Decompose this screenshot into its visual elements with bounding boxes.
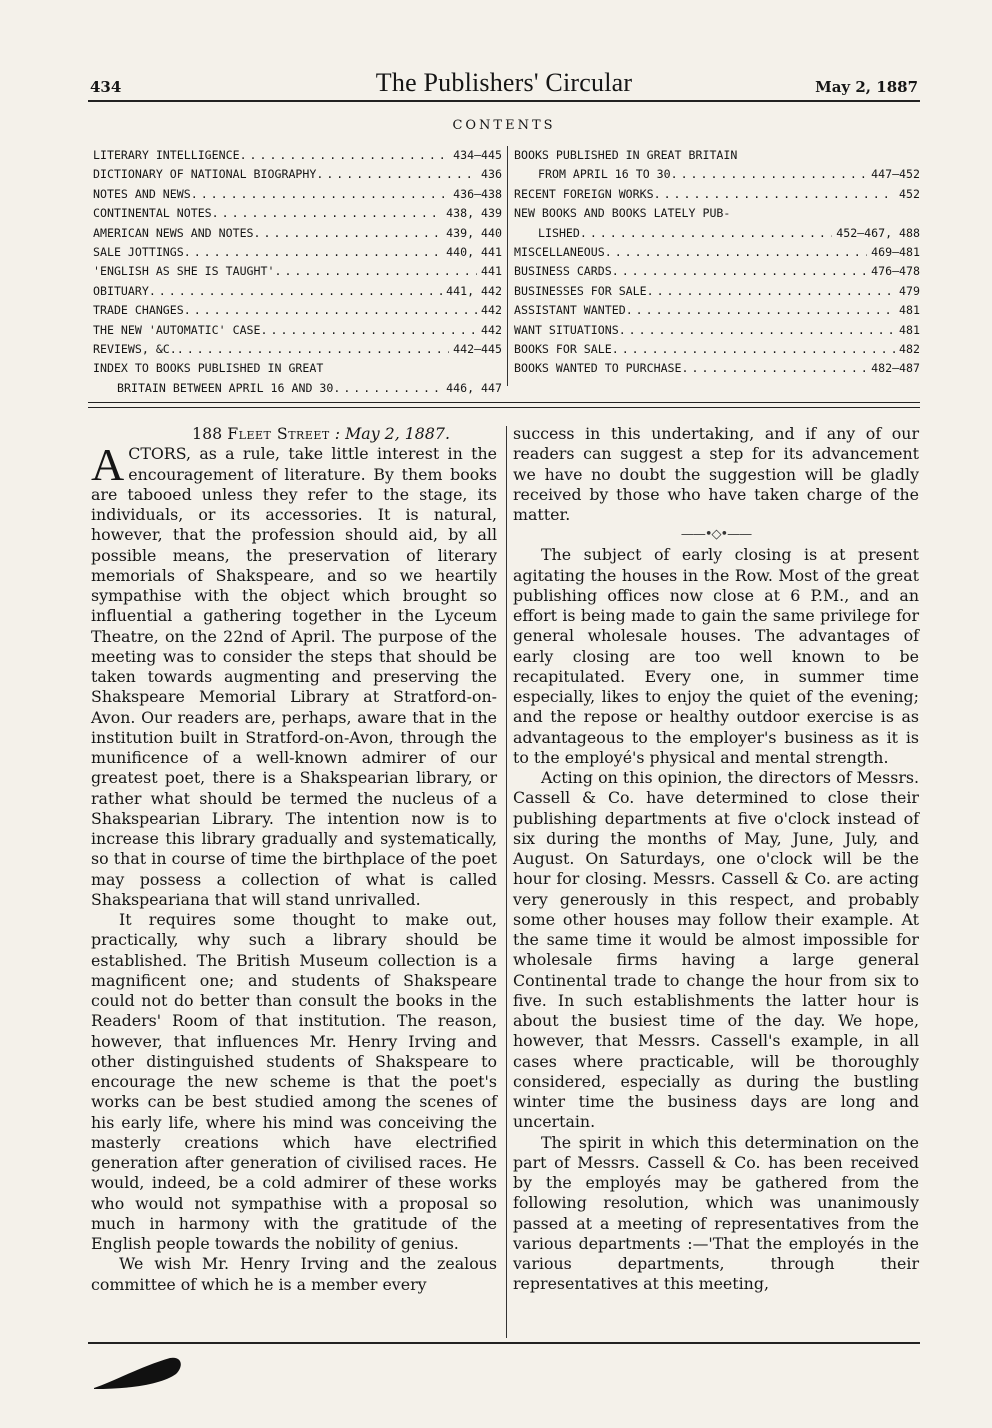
leader-dots [682,359,868,378]
dateline [91,424,497,444]
contents-divider [507,146,508,386]
article-right-column [513,424,919,1295]
contents-entry-title: BOOKS WANTED TO PURCHASE [514,361,682,376]
contents-entry-title: MISCELLANEOUS [514,245,605,260]
contents-entry-title: WANT SITUATIONS [514,322,619,337]
leader-dots [671,165,868,184]
contents-entry-title: NOTES AND NEWS [93,186,191,201]
contents-entry-pages: 442—445 [453,342,502,357]
contents-entry-pages: 436 [481,167,502,182]
contents-left-column [93,146,502,398]
leader-dots [149,282,442,301]
leader-dots [626,301,895,320]
contents-entry-title: BUSINESS CARDS [514,264,612,279]
footer-rule [88,1342,920,1344]
contents-entry-title: 'ENGLISH AS SHE IS TAUGHT' [93,264,275,279]
contents-entry-pages: 442 [481,303,502,318]
contents-entry-pages: 440, 441 [446,245,502,260]
contents-entry [514,243,920,262]
contents-entry-title: BOOKS FOR SALE [514,342,612,357]
contents-entry-title: TRADE CHANGES [93,303,184,318]
contents-heading: CONTENTS [452,118,556,133]
paragraph: We wish Mr. Henry Irving and the zealous committee of which he is a member every [91,1254,497,1294]
contents-entry [514,165,920,184]
paragraph: success in this undertaking, and if any of our readers can suggest a step for its advancement we have no doubt the suggestion will be gladly received by those who have taken charge of the matter. [513,424,919,524]
article-left-column [91,424,497,1295]
contents-entry-title: SALE JOTTINGS [93,245,184,260]
contents-entry [514,359,920,378]
contents-entry [93,243,502,262]
contents-entry-title: LISHED [538,225,580,240]
contents-entry-pages: 446, 447 [446,380,502,395]
leader-dots [333,379,442,398]
contents-entry [93,282,502,301]
leader-dots [177,340,449,359]
leader-dots [261,321,478,340]
contents-entry [93,340,502,359]
ink-blot [92,1356,184,1390]
contents-entry [93,359,502,378]
contents-entry-title: LITERARY INTELLIGENCE [93,148,240,162]
contents-entry-pages: 481 [899,322,920,337]
contents-entry-pages: 441, 442 [446,283,502,298]
contents-entry-title: ASSISTANT WANTED [514,303,626,318]
contents-entry-title: INDEX TO BOOKS PUBLISHED IN GREAT [93,361,324,376]
contents-entry [514,204,920,223]
contents-entry [93,262,502,281]
contents-entry-pages: 447—452 [871,167,920,182]
contents-entry [514,321,920,340]
leader-dots [654,185,895,204]
contents-entry-pages: 481 [899,303,920,318]
contents-entry [93,146,502,165]
leader-dots [184,243,442,262]
contents-entry-pages: 442 [481,322,502,337]
contents-entry [514,146,920,165]
contents-entry-title: OBITUARY [93,283,149,298]
paragraph: It requires some thought to make out, practically, why such a library should be established. The British Museum collection is a magnificent one; and students of Shakspeare could not do better than consult the books in the Readers' Room of that institution. The reason, however, that influences Mr. Henry Irving and other distinguished students of Shakspeare to encourage the new scheme is that the poet's works can be best studied among the scenes of his early life, where his mind was conceiving the masterly creations which have electrified generation after generation of civilised races. He would, indeed, be a cold admirer of these works who would not sympathise with a proposal so much in harmony with the gratitude of the English people towards the nobility of genius. [91,910,497,1253]
contents-entry [93,165,502,184]
leader-dots [316,165,477,184]
contents-entry-title: BOOKS PUBLISHED IN GREAT BRITAIN [514,148,738,162]
page-number: 434 [90,78,122,96]
section-separator: ——•◇•—— [680,527,752,543]
contents-entry-title: BUSINESSES FOR SALE [514,283,647,298]
contents-entry-title: NEW BOOKS AND BOOKS LATELY PUB- [514,206,731,221]
leader-dots [580,224,832,243]
leader-dots [619,321,895,340]
contents-entry-title: AMERICAN NEWS AND NOTES [93,225,254,240]
leader-dots [605,243,867,262]
contents-entry-title: FROM APRIL 16 TO 30 [538,167,671,182]
drop-cap: A [91,439,125,491]
leader-dots [647,282,895,301]
issue-date: May 2, 1887 [815,78,918,96]
contents-rule [88,402,920,408]
leader-dots [612,262,867,281]
contents-entry-pages: 452 [899,186,920,201]
contents-entry [93,321,502,340]
paragraph: The spirit in which this determination on the part of Messrs. Cassell & Co. has been received by the employés may be gathered from the following resolution, which was unanimously passed at a meeting of representatives from the various departments :—'That the employés in the various departments, through their representatives at this meeting, [513,1132,919,1294]
contents-entry-pages: 479 [899,283,920,298]
dateline-number: 188 [192,424,223,443]
header-rule [88,100,920,102]
contents-entry-title: THE NEW 'AUTOMATIC' CASE [93,322,261,337]
leader-dots [612,340,895,359]
leader-dots [212,204,442,223]
contents-entry-pages: 436—438 [453,186,502,201]
contents-entry-title: DICTIONARY OF NATIONAL BIOGRAPHY [93,167,317,182]
contents-entry-pages [498,359,502,378]
contents-entry-pages: 482—487 [871,361,920,376]
leader-dots [191,185,449,204]
leader-dots [274,262,477,281]
contents-entry [93,224,502,243]
contents-entry [514,185,920,204]
contents-entry-title: RECENT FOREIGN WORKS [514,186,654,201]
contents-entry [514,224,920,243]
contents-entry-pages: 441 [481,264,502,279]
contents-entry-pages: 476—478 [871,264,920,279]
paragraph-text: CTORS, as a rule, take little interest in the encouragement of literature. By them books are tabooed unless they refer to the stage, its individuals, or its accessories. It is natural, however, that the profession should aid, by all possible means, the preservation of literary memorials of Shakspeare, and so we heartily sympathise with the object which brought so influential a gathering together in the Lyceum Theatre, on the 22nd of April. The purpose of the meeting was to consider the steps that should be taken towards augmenting and preserving the Shakspeare Memorial Library at Stratford-on-Avon. Our readers are, perhaps, aware that in the institution built in Stratford-on-Avon, through the munificence of a well-known admirer of our greatest poet, there is a Shakspearian library, or rather what should be termed the nucleus of a Shakspearian Library. The intention now is to increase this library gradually and systematically, so that in course of time the birthplace of the poet may possess a collection of what is called Shakspeariana that will stand unrivalled. [91,444,497,909]
contents-entry-pages: 438, 439 [446,206,502,221]
contents-entry-pages: 482 [899,342,920,357]
dateline-street: Fleet Street [227,424,330,443]
paragraph [91,439,497,910]
contents-entry [93,204,502,223]
leader-dots [240,146,450,165]
contents-entry [514,301,920,320]
paragraph: Acting on this opinion, the directors of Messrs. Cassell & Co. have determined to close their publishing departments at five o'clock instead of six during the months of May, June, July, and August. On Saturdays, one o'clock will be the hour for closing. Messrs. Cassell & Co. are acting very generously in this respect, and probably some other houses may follow their example. At the same time it would be almost impossible for wholesale firms having a large general Continental trade to change the hour from six to five. In such establishments the latter hour is about the busiest time of the day. We hope, however, that Messrs. Cassell's example, in all cases where practicable, will be thoroughly considered, especially as during the bustling winter time the business days are long and uncertain. [513,768,919,1132]
paragraph: The subject of early closing is at present agitating the houses in the Row. Most of the great publishing offices now close at 6 P.M., and an effort is being made to gain the same privilege for general wholesale houses. The advantages of early closing are too well known to be recapitulated. Every one, in summer time especially, likes to enjoy the quiet of the evening; and the repose or healthy outdoor exercise is as advantageous to the employer's business as it is to the employé's physical and mental strength. [513,545,919,767]
contents-entry [514,282,920,301]
journal-title: The Publishers' Circular [375,68,633,97]
contents-entry [514,262,920,281]
contents-entry-pages: 452—467, 488 [836,225,920,240]
contents-entry-title: REVIEWS, &C. [93,342,177,357]
leader-dots [184,301,477,320]
contents-entry [93,185,502,204]
contents-entry-pages: 439, 440 [446,225,502,240]
contents-entry [93,379,502,398]
contents-entry-title: BRITAIN BETWEEN APRIL 16 AND 30 [117,380,334,395]
contents-entry [93,301,502,320]
page-header [88,62,920,102]
dateline-date: : May 2, 1887. [334,424,450,443]
contents-entry-title: CONTINENTAL NOTES [93,206,212,221]
leader-dots [254,224,443,243]
contents-right-column [514,146,920,379]
contents-entry-pages: 434—445 [453,148,502,162]
column-divider [506,426,507,1338]
contents-entry-pages [916,146,920,165]
contents-entry-pages: 469—481 [871,245,920,260]
contents-entry [514,340,920,359]
contents-entry-pages [916,204,920,223]
